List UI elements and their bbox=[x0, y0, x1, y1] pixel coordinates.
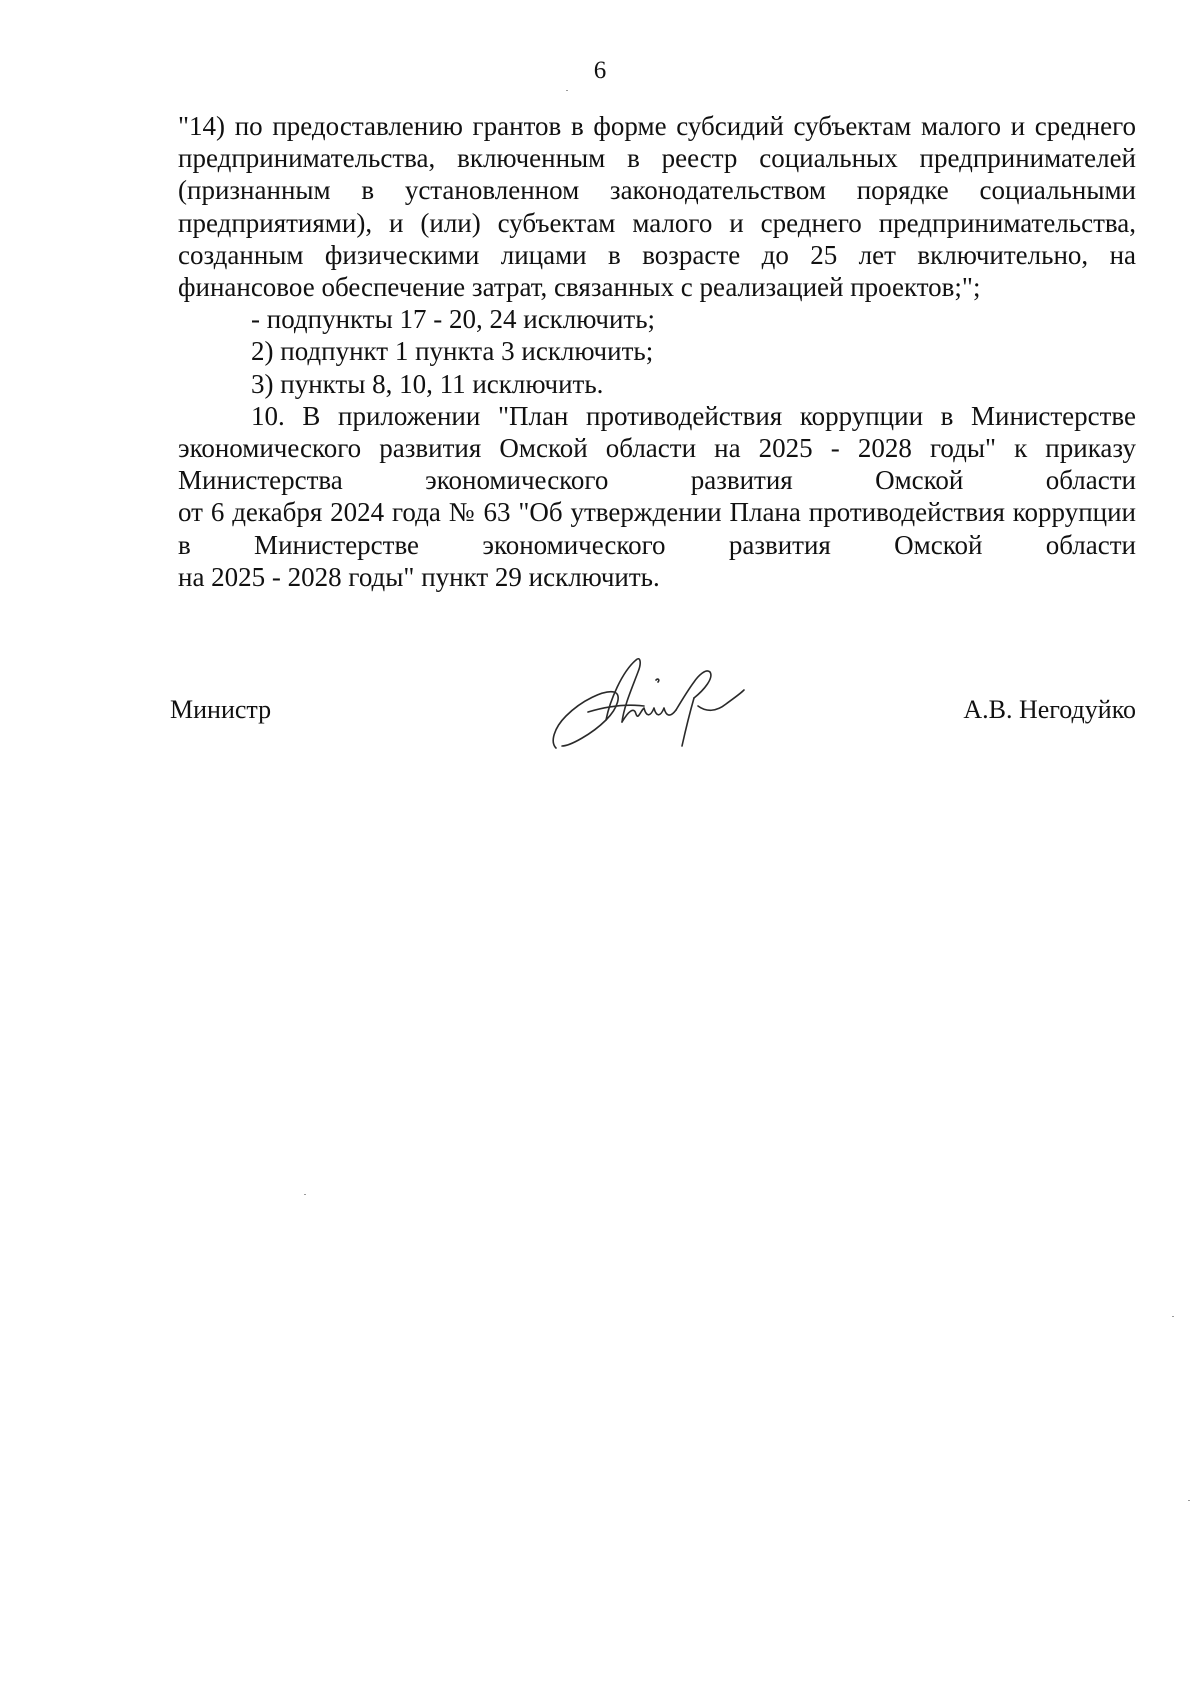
paragraph-item-3: 3) пункты 8, 10, 11 исключить. bbox=[251, 368, 604, 399]
page-number: 6 bbox=[593, 57, 607, 84]
signatory-name: А.В. Негодуйко bbox=[963, 695, 1136, 724]
paragraph-item-14: "14) по предоставлению грантов в форме субсидий субъектам малого и среднего предпринимательства, включенным в реестр социальных предпринимателей (признанным в установленном законодательством порядке социальными предприятиями), и (или) субъектам малого и среднего предпринимательства, созданным физическими лицами в возрасте до 25 лет включительно, на финансовое обеспечение затрат, связанных с реализацией проектов;"; bbox=[178, 111, 1136, 303]
signature-block bbox=[170, 640, 1136, 760]
scan-speck bbox=[566, 90, 568, 91]
paragraph-subitems-excluded: - подпункты 17 - 20, 24 исключить; bbox=[251, 304, 656, 335]
document-body bbox=[178, 110, 1136, 593]
paragraph-item-10-part-2: от 6 декабря 2024 года № 63 "Об утверждении Плана противодействия коррупции в Министерстве экономического развития Омской области bbox=[178, 497, 1136, 560]
paragraph-item-10-part-3: на 2025 - 2028 годы" пункт 29 исключить. bbox=[178, 561, 660, 592]
scan-speck bbox=[1188, 1500, 1190, 1501]
signatory-position: Министр bbox=[170, 695, 272, 724]
scan-speck bbox=[304, 1194, 306, 1195]
paragraph-item-10-part-1: 10. В приложении "План противодействия коррупции в Министерстве экономического развития Омской области на 2025 - 2028 годы" к приказу Министерства экономического развития Омской области bbox=[178, 400, 1136, 496]
paragraph-item-10 bbox=[178, 400, 1136, 593]
handwritten-signature-icon bbox=[548, 650, 748, 760]
scan-speck bbox=[1172, 1316, 1174, 1317]
paragraph-item-2: 2) подпункт 1 пункта 3 исключить; bbox=[251, 336, 654, 367]
